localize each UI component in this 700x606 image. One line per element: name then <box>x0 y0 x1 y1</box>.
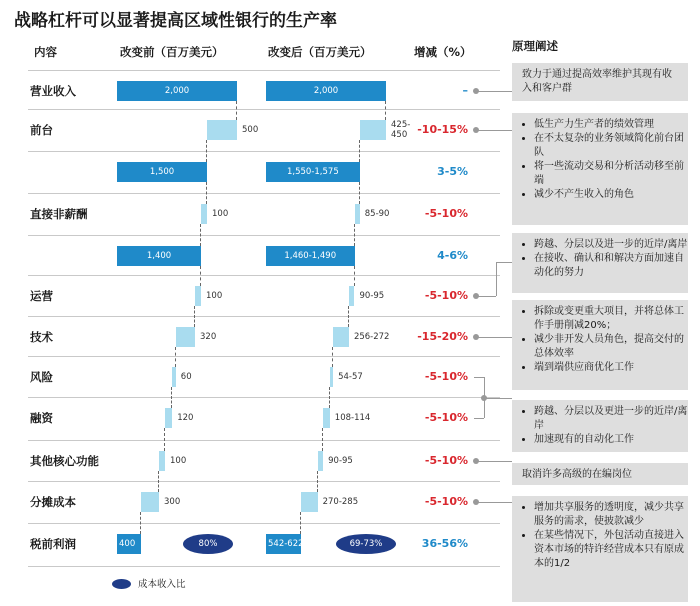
cost-bar <box>333 327 349 347</box>
connector-line <box>158 471 159 492</box>
row-label: 其他核心功能 <box>30 454 99 468</box>
cost-bar <box>318 451 324 471</box>
row-label: 税前利润 <box>30 537 76 551</box>
row-separator <box>28 566 500 567</box>
change-value: -5-10% <box>424 289 468 302</box>
connector-dot <box>473 127 479 133</box>
row-label: 直接非薪酬 <box>30 207 88 221</box>
bar-value-label: 1,500 <box>149 167 175 177</box>
bar-value-label: 100 <box>212 209 229 219</box>
rationale-bullet: • 将一些流动交易和分析活动移至前端 <box>534 160 688 188</box>
legend-ellipse-icon <box>112 579 131 589</box>
connector-dot <box>473 458 479 464</box>
bar-value-label: 2,000 <box>164 86 190 96</box>
legend-label: 成本收入比 <box>138 579 186 590</box>
row-label: 风险 <box>30 370 53 384</box>
rationale-connector <box>476 502 512 503</box>
connector-line <box>354 224 355 246</box>
rationale-box-4 <box>512 300 688 390</box>
bar-value-label: 100 <box>170 456 187 466</box>
connector-line <box>359 182 360 204</box>
rationale-connector <box>476 296 496 297</box>
rationale-bullet: • 增加共享服务的透明度，减少共享服务的需求，使披款减少 <box>534 501 688 529</box>
cost-bar <box>349 286 355 306</box>
connector-line <box>348 306 349 327</box>
rationale-connector <box>496 262 512 263</box>
rationale-bullet: • 端到端供应商优化工作 <box>534 361 688 375</box>
connector-line <box>140 512 141 534</box>
rationale-box-5 <box>512 400 688 452</box>
rationale-connector <box>496 262 497 296</box>
connector-dot <box>473 88 479 94</box>
rationale-bullet: • 在接收、确认和和解决方面加速自动化的努力 <box>534 252 688 280</box>
cost-bar <box>176 327 195 347</box>
cost-bar <box>207 120 237 140</box>
connector-line <box>385 101 386 120</box>
connector-line <box>200 224 201 246</box>
connector-line <box>236 101 237 120</box>
row-separator <box>28 397 500 398</box>
bar-value-label: 425- 450 <box>391 120 411 140</box>
row-label: 融资 <box>30 411 53 425</box>
connector-line <box>206 140 207 162</box>
cost-bar <box>159 451 165 471</box>
change-value: -5-10% <box>424 495 468 508</box>
header-after: 改变后（百万美元） <box>268 45 372 59</box>
change-value: 36-56% <box>421 537 468 550</box>
connector-dot <box>473 293 479 299</box>
rationale-box-6 <box>512 463 688 485</box>
connector-dot <box>473 334 479 340</box>
rationale-box-7 <box>512 496 688 602</box>
bar-value-label: 108-114 <box>334 413 371 423</box>
rationale-bullet: • 跨越、分层以及进一步的近岸/离岸 <box>534 238 688 252</box>
rationale-bullet: • 加速现有的自动化工作 <box>534 433 688 447</box>
row-separator <box>28 275 500 276</box>
rationale-connector <box>476 91 512 92</box>
change-value: -5-10% <box>424 454 468 467</box>
bar-value-label: 1,460-1,490 <box>284 251 337 261</box>
header-before: 改变前（百万美元） <box>120 45 224 59</box>
cost-income-ellipse: 80% <box>183 534 233 554</box>
bar-value-label: 1,400 <box>146 251 172 261</box>
cost-bar <box>201 204 207 224</box>
change-value: 4-6% <box>437 249 468 262</box>
row-label: 技术 <box>30 330 53 344</box>
connector-line <box>171 387 172 408</box>
cost-bar <box>355 204 360 224</box>
change-value: – <box>462 84 468 97</box>
connector-line <box>329 387 330 408</box>
connector-line <box>354 266 355 286</box>
connector-line <box>164 428 165 451</box>
cost-bar <box>360 120 386 140</box>
rationale-connector <box>476 130 512 131</box>
change-value: -15-20% <box>417 330 468 343</box>
row-separator <box>28 70 500 71</box>
cost-bar <box>195 286 201 306</box>
rationale-bullet: • 低生产力生产者的绩效管理 <box>534 118 688 132</box>
bar-value-label: 90-95 <box>328 456 353 466</box>
chart-title: 战略杠杆可以显著提高区域性银行的生产率 <box>14 11 337 31</box>
bar-value-label: 542-622 <box>268 539 304 549</box>
rationale-connector <box>484 398 512 399</box>
connector-line <box>332 347 333 367</box>
rationale-connector <box>474 418 484 419</box>
connector-line <box>175 347 176 367</box>
bar-value-label: 90-95 <box>359 291 385 301</box>
row-label: 运营 <box>30 289 53 303</box>
cost-bar <box>301 492 318 512</box>
bar-value-label: 120 <box>177 413 194 423</box>
row-label: 营业收入 <box>30 84 76 98</box>
connector-dot <box>481 395 487 401</box>
connector-line <box>359 140 360 162</box>
row-separator <box>28 193 500 194</box>
change-value: 3-5% <box>437 165 468 178</box>
row-label: 分摊成本 <box>30 495 76 509</box>
bar-value-label: 2,000 <box>313 86 339 96</box>
rationale-box-3 <box>512 233 688 293</box>
rationale-bullet: • 在某些情况下，外包活动直接进入资本市场的特许经营成本只有原成本的1/2 <box>534 529 688 571</box>
cost-bar <box>172 367 176 387</box>
change-value: -10-15% <box>417 123 468 136</box>
row-separator <box>28 481 500 482</box>
bar-value-label: 300 <box>164 497 181 507</box>
change-value: -5-10% <box>424 411 468 424</box>
connector-line <box>194 306 195 327</box>
bar-value-label: 500 <box>242 125 259 135</box>
rationale-text-6: 取消许多高级的在编岗位 <box>522 469 632 480</box>
bar-value-label: 256-272 <box>353 332 390 342</box>
connector-dot <box>473 499 479 505</box>
rationale-bullet: • 在不太复杂的业务领域简化前台团队 <box>534 132 688 160</box>
row-separator <box>28 316 500 317</box>
rationale-bullet: • 减少不产生收入的角色 <box>534 188 688 202</box>
bar-value-label: 400 <box>119 539 136 549</box>
row-separator <box>28 356 500 357</box>
bar-value-label: 54-57 <box>338 372 363 382</box>
rationale-connector <box>474 377 484 378</box>
row-separator <box>28 440 500 441</box>
connector-line <box>206 182 207 204</box>
header-rationale: 原理阐述 <box>512 39 558 53</box>
cost-bar <box>323 408 330 428</box>
cost-bar <box>165 408 172 428</box>
bar-value-label: 85-90 <box>364 209 390 219</box>
cost-bar <box>141 492 159 512</box>
cost-bar <box>330 367 333 387</box>
change-value: -5-10% <box>424 370 468 383</box>
rationale-connector <box>476 337 512 338</box>
rationale-bullet: • 拆除或变更重大项目，并将总体工作手册削减20%； <box>534 305 688 333</box>
connector-line <box>322 428 323 451</box>
row-separator <box>28 151 500 152</box>
rationale-text-1: 致力于通过提高效率维护其现有收入和客户群 <box>522 69 672 94</box>
connector-line <box>317 471 318 492</box>
bar-value-label: 100 <box>206 291 223 301</box>
cost-income-ellipse: 69-73% <box>336 534 396 554</box>
rationale-connector <box>476 461 512 462</box>
row-separator <box>28 235 500 236</box>
rationale-box-1 <box>512 63 688 101</box>
bar-value-label: 1,550-1,575 <box>287 167 339 177</box>
bar-value-label: 60 <box>180 372 192 382</box>
row-separator <box>28 523 500 524</box>
connector-line <box>300 512 301 534</box>
row-label: 前台 <box>30 123 53 137</box>
connector-line <box>200 266 201 286</box>
row-separator <box>28 109 500 110</box>
rationale-box-2 <box>512 113 688 225</box>
bar-value-label: 270-285 <box>322 497 359 507</box>
bar-value-label: 320 <box>200 332 217 342</box>
header-change: 增减（%） <box>414 45 472 59</box>
header-content: 内容 <box>34 45 57 59</box>
change-value: -5-10% <box>424 207 468 220</box>
rationale-bullet: • 减少非开发人员角色，提高交付的总体效率 <box>534 333 688 361</box>
rationale-bullet: • 跨越、分层以及更进一步的近岸/离岸 <box>534 405 688 433</box>
